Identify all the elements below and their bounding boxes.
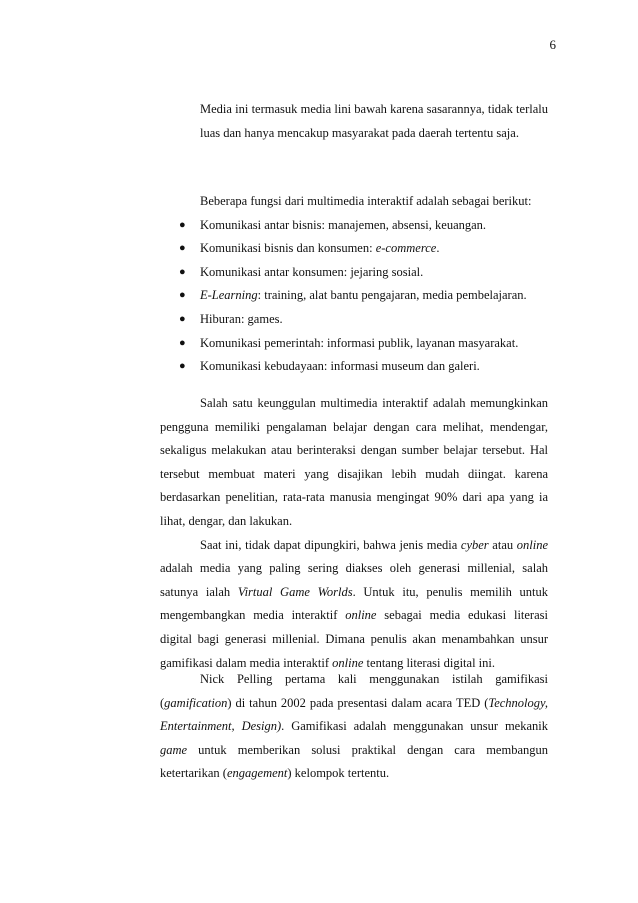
bullet-icon: ●	[179, 289, 186, 302]
fungsi-list	[160, 214, 548, 379]
paragraph-media-lini-bawah	[160, 98, 548, 145]
list-item: ● E-Learning: training, alat bantu pengajaran, media pembelajaran.	[160, 284, 548, 308]
list-item: ● Komunikasi bisnis dan konsumen: e-commerce.	[160, 237, 548, 261]
bullet-icon: ●	[179, 242, 186, 255]
bullet-icon: ●	[179, 336, 186, 349]
body-section	[160, 392, 548, 675]
paragraph-gamifikasi: Nick Pelling pertama kali menggunakan istilah gamifikasi (gamification) di tahun 2002 pada presentasi dalam acara TED (Technology, Entertainment, Design). Gamifikasi adalah menggunakan unsur mekanik game untuk memberikan solusi praktikal dengan cara membangun ketertarikan (engagement) kelompok tertentu.	[160, 672, 548, 781]
paragraph-keunggulan: Salah satu keunggulan multimedia interaktif adalah memungkinkan pengguna memiliki pengalaman belajar dengan cara melihat, mendengar, sekaligus melakukan atau berinteraksi dengan sumber belajar tersebut. Hal tersebut membuat materi yang disajikan lebih mudah diingat. karena berdasarkan penelitian, rata-rata manusia mengingat 90% dari apa yang ia lihat, dengar, dan lakukan.	[160, 396, 548, 528]
fungsi-intro: Beberapa fungsi dari multimedia interaktif adalah sebagai berikut:	[200, 194, 532, 208]
fungsi-section	[160, 190, 548, 379]
bullet-icon: ●	[179, 218, 186, 231]
bullet-icon: ●	[179, 312, 186, 325]
paragraph-media-cyber: Saat ini, tidak dapat dipungkiri, bahwa jenis media cyber atau online adalah media yang paling sering diakses oleh generasi millenial, salah satunya ialah Virtual Game Worlds. Untuk itu, penulis memilih untuk mengembangkan media interaktif online sebagai media edukasi literasi digital bagi generasi millenial. Dimana penulis akan menambahkan unsur gamifikasi dalam media interaktif online tentang literasi digital ini.	[160, 537, 548, 670]
list-item: ● Hiburan: games.	[160, 308, 548, 332]
paragraph-text: Media ini termasuk media lini bawah karena sasarannya, tidak terlalu luas dan hanya mencakup masyarakat pada daerah tertentu saja.	[200, 102, 548, 140]
page-number: 6	[549, 37, 556, 52]
paragraph-gamifikasi-section	[160, 668, 548, 786]
bullet-icon: ●	[179, 265, 186, 278]
list-item: ● Komunikasi pemerintah: informasi publik, layanan masyarakat.	[160, 332, 548, 356]
list-item: ● Komunikasi kebudayaan: informasi museum dan galeri.	[160, 355, 548, 379]
list-item: ● Komunikasi antar bisnis: manajemen, absensi, keuangan.	[160, 214, 548, 238]
list-item: ● Komunikasi antar konsumen: jejaring sosial.	[160, 261, 548, 285]
bullet-icon: ●	[179, 360, 186, 373]
